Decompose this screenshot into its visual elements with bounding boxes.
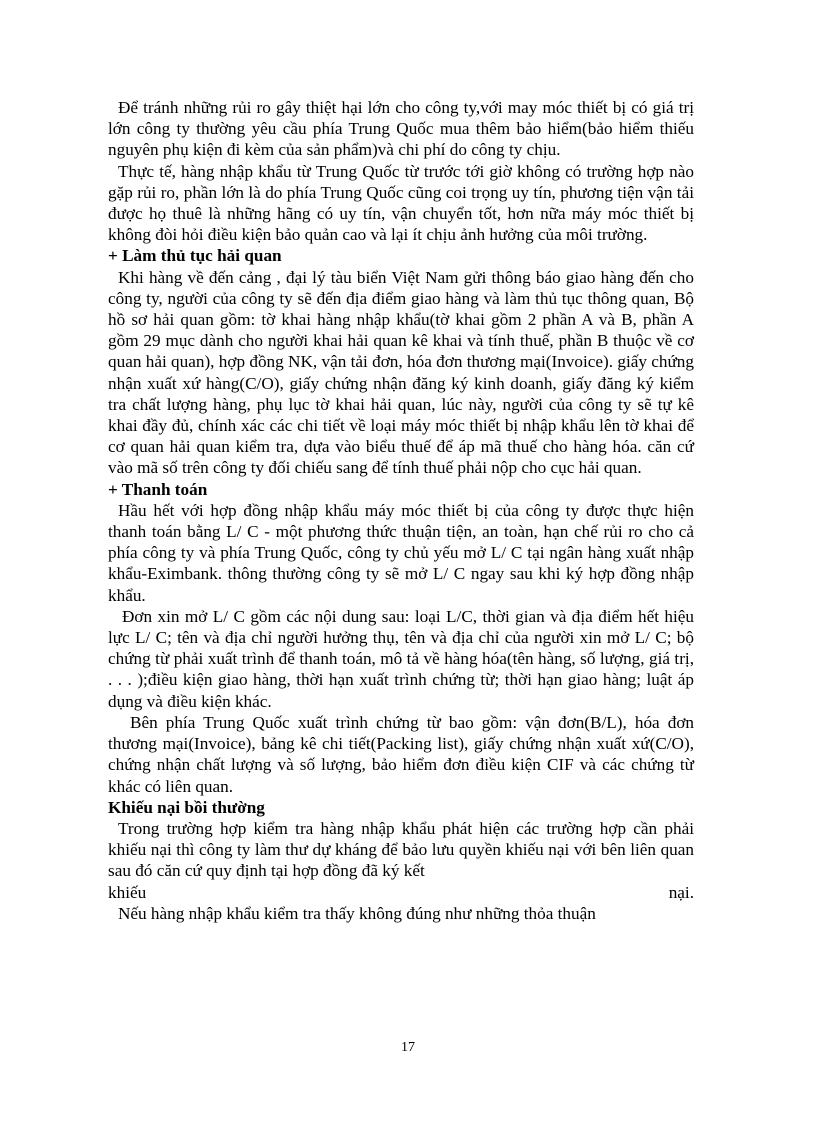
- paragraph-documents: Bên phía Trung Quốc xuất trình chứng từ bao gồm: vận đơn(B/L), hóa đơn thương mại(Invoice), bảng kê chi tiết(Packing list), giấy chứng nhận xuất xứ(C/O), chứng nhận chất lượng và số lượng, bảo hiểm đơn điều kiện CIF và các chứng từ khác có liên quan.: [108, 712, 694, 796]
- heading-claims: Khiếu nại bồi thường: [108, 797, 265, 817]
- claims-last-word-right: nại.: [668, 882, 694, 902]
- heading-customs: + Làm thủ tục hải quan: [108, 246, 282, 266]
- paragraph-customs: Khi hàng về đến cảng , đại lý tàu biển Việt Nam gửi thông báo giao hàng đến cho công ty, người của công ty sẽ đến địa điểm giao hàng và làm thủ tục thông quan, Bộ hồ sơ hải quan gồm: tờ khai hàng nhập khẩu(tờ khai gồm 2 phần A và B, phần A gồm 29 mục dành cho người khai hải quan kê khai và tính thuế, phần B thuộc về cơ quan hải quan), hợp đồng NK, vận tải đơn, hóa đơn thương mại(Invoice). giấy chứng nhận xuất xứ hàng(C/O), giấy chứng nhận đăng ký kinh doanh, giấy đăng ký kiểm tra chất lượng hàng, phụ lục tờ khai hải quan, lúc này, người của công ty sẽ tự kê khai đầy đủ, chính xác các chi tiết về loại máy móc thiết bị nhập khẩu lên tờ khai để cơ quan hải quan kiểm tra, dựa vào biểu thuế để áp mã thuế cho hàng hóa. căn cứ vào mã số trên công ty đối chiếu sang để tính thuế phải nộp cho cục hải quan.: [108, 267, 694, 478]
- paragraph-claims-last-line: [108, 882, 694, 903]
- paragraph-claims: Trong trường hợp kiểm tra hàng nhập khẩu phát hiện các trường hợp cần phải khiếu nại thì công ty làm thư dự kháng để bảo lưu quyền khiếu nại với bên liên quan sau đó căn cứ quy định tại hợp đồng đã ký kết: [108, 818, 694, 881]
- page-number: 17: [401, 1040, 415, 1055]
- page-body: [108, 97, 694, 924]
- paragraph-risk-reality: Thực tế, hàng nhập khẩu từ Trung Quốc từ trước tới giờ không có trường hợp nào gặp rủi ro, phần lớn là do phía Trung Quốc cũng coi trọng uy tín, phương tiện vận tải được họ thuê là những hãng có uy tín, vận chuyển tốt, hơn nữa máy móc thiết bị không đòi hỏi điều kiện bảo quản cao và lại ít chịu ảnh hưởng của môi trường.: [108, 161, 694, 245]
- paragraph-insurance: Để tránh những rủi ro gây thiệt hại lớn cho công ty,với may móc thiết bị có giá trị lớn công ty thường yêu cầu phía Trung Quốc mua thêm bảo hiểm(bảo hiểm thiếu nguyên phụ kiện đi kèm của sản phẩm)và chi phí do công ty chịu.: [108, 98, 694, 160]
- claims-last-word-left: khiếu: [108, 882, 147, 902]
- heading-payment: + Thanh toán: [108, 479, 208, 499]
- paragraph-lc-application: Đơn xin mở L/ C gồm các nội dung sau: loại L/C, thời gian và địa điểm hết hiệu lực L/ C; tên và địa chỉ người hưởng thụ, tên và địa chỉ của người xin mở L/ C; bộ chứng từ phải xuất trình để thanh toán, mô tả về hàng hóa(tên hàng, số lượng, giá trị, . . . );điều kiện giao hàng, thời hạn xuất trình chứng từ; thời hạn giao hàng; luật áp dụng và điều kiện khác.: [108, 606, 694, 711]
- paragraph-nonconformity: Nếu hàng nhập khẩu kiểm tra thấy không đúng như những thỏa thuận: [118, 903, 596, 923]
- paragraph-payment: Hầu hết với hợp đồng nhập khẩu máy móc thiết bị của công ty được thực hiện thanh toán bằng L/ C - một phương thức thuận tiện, an toàn, hạn chế rủi ro cho cả phía công ty và phía Trung Quốc, công ty chủ yếu mở L/ C tại ngân hàng xuất nhập khẩu-Eximbank. thông thường công ty sẽ mở L/ C ngay sau khi ký hợp đồng nhập khẩu.: [108, 500, 694, 605]
